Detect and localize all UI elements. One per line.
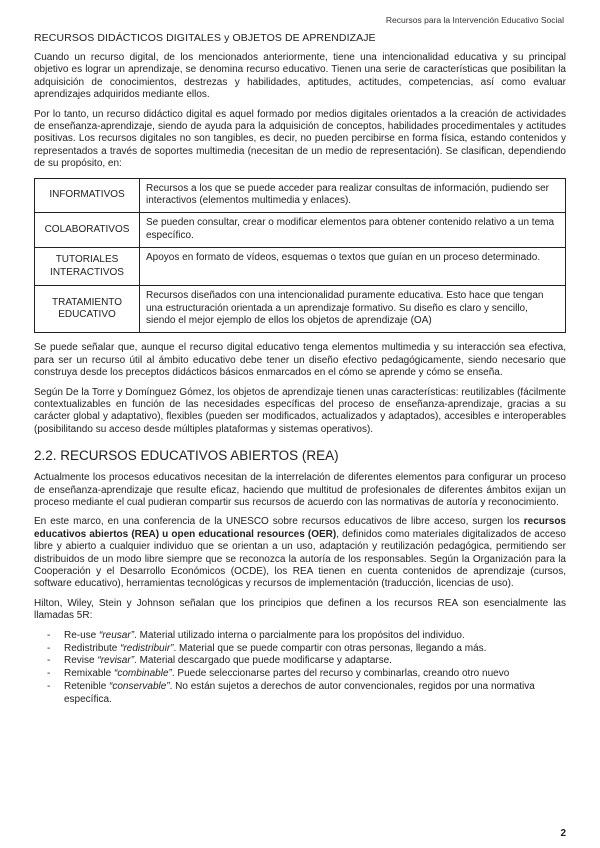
list-text: . Material que se puede compartir con otras personas, llegando a más. [173, 642, 487, 654]
section-title-recursos-didacticos: RECURSOS DIDÁCTICOS DIGITALES y OBJETOS DE APRENDIZAJE [34, 32, 376, 44]
list-text: . No están sujetos a derechos de autor convencionales, regidos por una normativa específica. [64, 681, 535, 705]
table-row [35, 178, 566, 213]
table-cell-description: Apoyos en formato de vídeos, esquemas o textos que guían en un proceso determinado. [140, 248, 566, 286]
text-run: En este marco, en una conferencia de la UNESCO sobre recursos educativos de libre acceso, surgen los [34, 516, 524, 528]
list-item [47, 642, 566, 655]
list-marker: - [47, 681, 51, 693]
table-cell-label: INFORMATIVOS [35, 178, 140, 213]
paragraph: Hilton, Wiley, Stein y Johnson señalan que los principios que definen a los recursos REA son esencialmente las llamadas 5R: [34, 597, 566, 622]
list-item [47, 668, 566, 680]
list-text: . Puede seleccionarse partes del recurso y combinarlas, creando otro nuevo [171, 668, 510, 680]
list-marker: - [47, 629, 51, 641]
paragraph: Cuando un recurso digital, de los mencionados anteriormente, tiene una intencionalidad educativa y su principal objetivo es lograr un aprendizaje, se denomina recurso educativo. Tienen una serie de características que posibilitan la adquisición de conocimientos, destrezas y habilidades, aptitudes, actitudes, competencias, así como evaluar aprendizajes adquiridos mediante ellos. [34, 52, 566, 101]
table-row [35, 213, 566, 248]
list-term: Remixable [64, 668, 115, 680]
text-run: , definidos como materiales digitalizados de acceso libre y abierto a cualquier individuo que se orientan a un uso, adaptación y reutilización pedagógica, permitiendo ser distribuidos de un modo libre siempre que se reconozca la autoría de los responsables. Según la Organización para la Cooperación y el Desarrollo Económicos (OCDE), los REA tienen en cuenta contenidos de aprendizaje (cursos, software educativo), herramientas tecnológicas y recursos de implementación (traducción, licencias de uso). [34, 528, 566, 590]
table-cell-description: Recursos diseñados con una intencionalidad puramente educativa. Esto hace que tengan una estructuración orientada a un aprendizaje formativo. Su diseño es claro y sencillo, siendo el mejor ejemplo de ellos los objetos de aprendizaje (OA) [140, 286, 566, 333]
table-row [35, 248, 566, 286]
table-cell-label: TUTORIALES INTERACTIVOS [35, 248, 140, 286]
paragraph: Por lo tanto, un recurso didáctico digital es aquel formado por medios digitales orientados a la creación de actividades de enseñanza-aprendizaje, siendo de ayuda para la adquisición de conceptos, habilidades procedimentales y actitudes positivas. Los recursos digitales no son tangibles, es decir, no pueden percibirse en forma física, estando contenidos y representados a través de soportes multimedia (necesitan de un medio de representación). Se clasifican, dependiendo de su propósito, en: [34, 108, 566, 170]
list-term: Revise [64, 655, 98, 667]
list-quote: “revisar” [97, 655, 135, 667]
list-quote: “reusar” [99, 629, 135, 641]
paragraph: Según De la Torre y Domínguez Gómez, los objetos de aprendizaje tienen unas características: reutilizables (fácilmente contextualizables en función de las necesidades específicas del proceso de enseñanza-aprendizaje, gracias a su carácter global y adaptativo), flexibles (pueden ser modificados, actualizados y adaptados), accesibles e interoperables (posibilitando su acceso desde múltiples plataformas y sistemas operativos). [34, 386, 566, 435]
page-content [34, 32, 566, 707]
list-marker: - [47, 655, 51, 667]
list-item [47, 629, 566, 642]
table-cell-label: COLABORATIVOS [35, 213, 140, 248]
list-quote: “combinable” [114, 668, 172, 680]
paragraph [34, 516, 566, 590]
table-row [35, 286, 566, 333]
list-term: Redistribute [64, 642, 121, 654]
classification-table [34, 178, 566, 334]
list-item [47, 681, 566, 706]
five-r-list [34, 630, 566, 706]
bold-term-rea: recursos educativos abiertos (REA) u open educational resources (OER) [34, 516, 566, 540]
section-heading-rea: 2.2. RECURSOS EDUCATIVOS ABIERTOS (REA) [34, 448, 339, 464]
table-cell-description: Se pueden consultar, crear o modificar elementos para obtener contenido relativo a un tema específico. [140, 213, 566, 248]
list-marker: - [47, 642, 51, 654]
list-item [47, 655, 566, 667]
list-term: Retenible [64, 681, 110, 693]
list-text: . Material descargado que puede modificarse y adaptarse. [134, 655, 392, 667]
paragraph: Actualmente los procesos educativos necesitan de la interrelación de diferentes elementos para configurar un proceso de enseñanza-aprendizaje que resulte eficaz, haciendo que multitud de profesionales de diferentes ámbitos exijan un proceso mediante el cual pudieran compartir sus recursos de acuerdo con las normativas de autoría y reconocimiento. [34, 472, 566, 508]
list-term: Re-use [64, 629, 100, 641]
table-cell-description: Recursos a los que se puede acceder para realizar consultas de información, pudiendo ser interactivos (elementos multimedia y enlaces). [140, 178, 566, 213]
table-cell-label: TRATAMIENTO EDUCATIVO [35, 286, 140, 333]
page-number: 2 [560, 828, 566, 839]
list-text: . Material utilizado interna o parcialmente para los propósitos del individuo. [134, 629, 465, 641]
list-quote: “conservable” [109, 681, 170, 693]
list-marker: - [47, 668, 51, 680]
paragraph: Se puede señalar que, aunque el recurso digital educativo tenga elementos multimedia y su interacción sea efectiva, para ser un recurso útil al ámbito educativo debe tener un diseño efectivo pedagógicamente, siendo necesario que construya desde los preceptos didácticos básicos enmarcados en el cómo se aprende y cómo se enseña. [34, 342, 566, 379]
list-quote: “redistribuir” [120, 642, 174, 654]
running-header: Recursos para la Intervención Educativo Social [385, 15, 564, 25]
